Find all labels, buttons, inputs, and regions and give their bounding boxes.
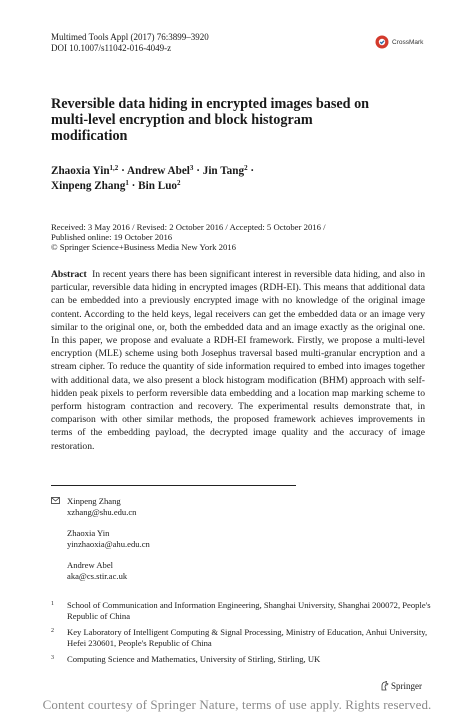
- author-affil-sup: 2: [244, 164, 248, 172]
- author-separator: ·: [193, 165, 203, 177]
- affiliation-list: [51, 600, 431, 671]
- journal-header: [51, 32, 209, 54]
- contact-list: [51, 496, 311, 592]
- author-separator: ·: [118, 165, 128, 177]
- publisher-name: Springer: [391, 681, 422, 691]
- abstract-label: Abstract: [51, 269, 87, 280]
- affiliation-number: 1: [51, 601, 54, 607]
- published-date: Published online: 19 October 2016: [51, 232, 173, 243]
- copyright-footer: Content courtesy of Springer Nature, terms of use apply. Rights reserved.: [42, 697, 432, 712]
- affiliation-number: 3: [51, 655, 54, 662]
- author-separator: ·: [128, 180, 139, 192]
- doi-link[interactable]: DOI 10.1007/s11042-016-4049-z: [51, 43, 172, 53]
- contact-email[interactable]: xzhang@shu.edu.cn: [67, 506, 137, 517]
- paper-title: Reversible data hiding in encrypted images based on multi-level encryption and block histogram modification: [51, 96, 370, 144]
- copyright-line: © Springer Science+Business Media New York 2016: [51, 242, 236, 253]
- contact-entry: [51, 528, 311, 549]
- contact-indent: [51, 528, 67, 549]
- contact-email[interactable]: aka@cs.stir.ac.uk: [67, 570, 128, 581]
- contact-name: Andrew Abel: [67, 560, 114, 570]
- affiliation-text: Computing Science and Mathematics, University of Stirling, Stirling, UK: [67, 654, 321, 665]
- author-name[interactable]: Bin Luo: [138, 180, 178, 192]
- author-affil-sup: 1,2: [109, 164, 119, 172]
- author-affil-sup: 1: [125, 179, 129, 187]
- affiliation-text: School of Communication and Information Engineering, Shanghai University, Shanghai 200072, People's Republic of China: [67, 600, 431, 621]
- affiliation-item: [51, 627, 431, 648]
- springer-horse-icon: [380, 681, 389, 691]
- journal-citation: Multimed Tools Appl (2017) 76:3899–3920: [51, 32, 209, 42]
- contact-entry: [51, 496, 311, 517]
- author-list: [51, 164, 391, 194]
- crossmark-badge[interactable]: [375, 35, 423, 49]
- abstract: [51, 268, 425, 453]
- publisher-mark: [380, 681, 422, 691]
- affiliation-item: [51, 654, 431, 665]
- affiliation-item: [51, 600, 431, 621]
- author-name[interactable]: Jin Tang: [202, 165, 245, 177]
- abstract-text: In recent years there has been significant interest in reversible data hiding, and also in particular, reversible data hiding in encrypted images (RDH-EI). This means that additional data can be embedded into a previously encrypted image with no knowledge of the original image content. According to the held keys, legal receivers can get the embedded data or an image very similar to the original one, or, both the embedded data and an image exactly as the original one. In this paper, we propose and evaluate a RDH-EI framework. Firstly, we propose a multi-level encryption (MLE) scheme using both Josephus traversal based multi-granular encryption and a stream cipher. To reduce the quantity of side information required to embed into images together with additional data, we also present a block histogram modification (BHM) approach with self-hidden peak pixels to perform reversible data embedding and a location map marking scheme to perform histogram contraction and recovery. The experimental results demonstrate that, in comparison with other similar methods, the proposed framework achieves improvements in terms of the embedding payload, the decrypted image quality and the accuracy of image restoration.: [51, 269, 425, 452]
- crossmark-icon: [375, 35, 389, 49]
- author-name[interactable]: Zhaoxia Yin: [51, 165, 110, 177]
- author-separator: ·: [247, 165, 255, 177]
- author-affil-sup: 2: [177, 179, 181, 187]
- contact-entry: [51, 560, 311, 581]
- footnote-divider: [51, 485, 296, 486]
- author-name[interactable]: Xinpeng Zhang: [51, 180, 126, 192]
- author-affil-sup: 3: [189, 164, 194, 172]
- received-dates: Received: 3 May 2016 / Revised: 2 October 2016 / Accepted: 5 October 2016 /: [51, 222, 326, 232]
- publication-dates: [51, 222, 411, 253]
- author-name[interactable]: Andrew Abel: [127, 165, 190, 177]
- contact-name: Zhaoxia Yin: [67, 528, 110, 538]
- affiliation-text: Key Laboratory of Intelligent Computing & Signal Processing, Ministry of Education, Anhui University, Hefei 230601, People's Republic of China: [67, 627, 428, 648]
- envelope-icon: [51, 496, 67, 517]
- contact-indent: [51, 560, 67, 581]
- crossmark-label: CrossMark: [392, 38, 424, 46]
- affiliation-number: 2: [51, 628, 54, 635]
- contact-email[interactable]: yinzhaoxia@ahu.edu.cn: [67, 538, 150, 549]
- contact-name: Xinpeng Zhang: [67, 496, 121, 506]
